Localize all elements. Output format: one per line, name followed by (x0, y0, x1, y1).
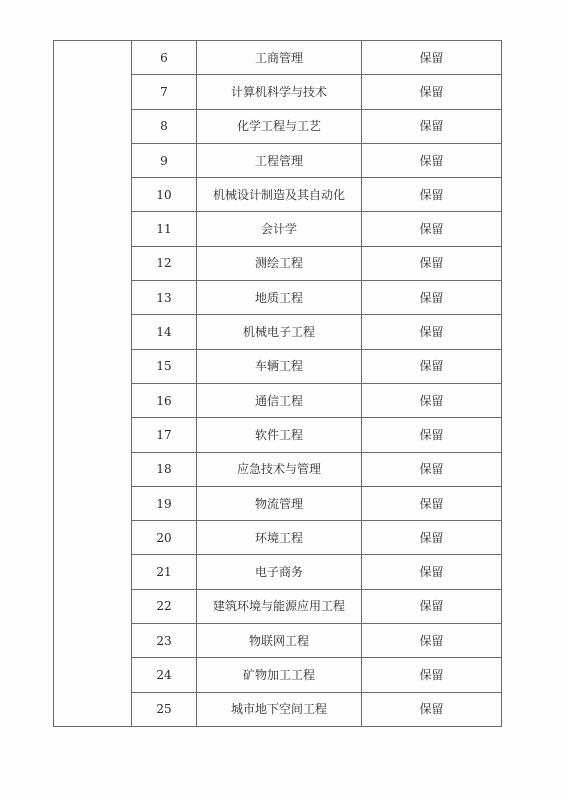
status-text: 保留 (419, 633, 444, 648)
status-text-cell (362, 41, 502, 75)
major-name: 软件工程 (254, 427, 303, 442)
row-number: 17 (156, 427, 172, 442)
major-name-cell (197, 349, 362, 383)
status-text: 保留 (419, 256, 444, 271)
status-text-cell (362, 589, 502, 623)
status-text: 保留 (419, 84, 444, 99)
row-number-cell (132, 75, 197, 109)
status-text: 保留 (419, 565, 444, 580)
major-name-cell (197, 692, 362, 726)
row-number: 12 (156, 256, 172, 271)
row-number-cell (132, 178, 197, 212)
status-text-cell (362, 452, 502, 486)
major-name-cell (197, 178, 362, 212)
status-text-cell (362, 75, 502, 109)
row-number: 6 (160, 50, 168, 65)
major-name-cell (197, 589, 362, 623)
major-name: 计算机科学与技术 (230, 84, 327, 99)
status-text-cell (362, 624, 502, 658)
major-name: 工商管理 (254, 50, 303, 65)
status-text: 保留 (419, 222, 444, 237)
row-number: 7 (160, 84, 168, 99)
row-number: 10 (156, 187, 172, 202)
major-name: 环境工程 (254, 530, 303, 545)
status-text: 保留 (419, 187, 444, 202)
status-text-cell (362, 178, 502, 212)
row-number-cell (132, 692, 197, 726)
row-number: 15 (156, 359, 172, 374)
status-text: 保留 (419, 359, 444, 374)
major-name-cell (197, 246, 362, 280)
group-cell (54, 41, 132, 727)
status-text: 保留 (419, 119, 444, 134)
status-text-cell (362, 109, 502, 143)
status-text: 保留 (419, 667, 444, 682)
status-text: 保留 (419, 530, 444, 545)
row-number: 16 (156, 393, 172, 408)
status-text-cell (362, 555, 502, 589)
row-number-cell (132, 281, 197, 315)
row-number: 13 (156, 290, 172, 305)
major-name-cell (197, 486, 362, 520)
status-text: 保留 (419, 290, 444, 305)
row-number: 19 (156, 496, 172, 511)
row-number-cell (132, 212, 197, 246)
row-number-cell (132, 41, 197, 75)
status-text-cell (362, 143, 502, 177)
row-number-cell (132, 452, 197, 486)
row-number-cell (132, 143, 197, 177)
row-number-cell (132, 624, 197, 658)
row-number-cell (132, 109, 197, 143)
status-text-cell (362, 349, 502, 383)
status-text-cell (362, 418, 502, 452)
table-row (54, 41, 502, 75)
row-number: 22 (156, 599, 172, 614)
row-number-cell (132, 349, 197, 383)
row-number-cell (132, 521, 197, 555)
row-number: 23 (156, 633, 172, 648)
major-name: 应急技术与管理 (236, 462, 321, 477)
status-text-cell (362, 658, 502, 692)
status-text: 保留 (419, 599, 444, 614)
status-text-cell (362, 486, 502, 520)
major-name: 矿物加工工程 (242, 667, 315, 682)
major-name: 化学工程与工艺 (236, 119, 321, 134)
status-text: 保留 (419, 427, 444, 442)
row-number-cell (132, 555, 197, 589)
major-name-cell (197, 624, 362, 658)
status-text: 保留 (419, 50, 444, 65)
row-number-cell (132, 246, 197, 280)
row-number: 9 (160, 153, 168, 168)
major-name-cell (197, 212, 362, 246)
major-name-cell (197, 452, 362, 486)
majors-table-body (54, 41, 502, 727)
row-number-cell (132, 486, 197, 520)
major-name-cell (197, 418, 362, 452)
row-number: 21 (156, 565, 172, 580)
status-text-cell (362, 212, 502, 246)
major-name: 测绘工程 (254, 256, 303, 271)
status-text: 保留 (419, 153, 444, 168)
major-name-cell (197, 383, 362, 417)
major-name: 物联网工程 (248, 633, 309, 648)
major-name: 通信工程 (254, 393, 303, 408)
row-number-cell (132, 418, 197, 452)
row-number: 14 (156, 325, 172, 340)
major-name: 车辆工程 (254, 359, 303, 374)
major-name: 机械电子工程 (242, 325, 315, 340)
status-text-cell (362, 246, 502, 280)
major-name-cell (197, 315, 362, 349)
status-text: 保留 (419, 325, 444, 340)
major-name-cell (197, 41, 362, 75)
major-name: 物流管理 (254, 496, 303, 511)
major-name: 机械设计制造及其自动化 (212, 187, 345, 202)
major-name-cell (197, 521, 362, 555)
status-text-cell (362, 281, 502, 315)
major-name-cell (197, 281, 362, 315)
major-name: 建筑环境与能源应用工程 (212, 599, 345, 614)
major-name: 电子商务 (254, 565, 303, 580)
row-number-cell (132, 383, 197, 417)
row-number-cell (132, 589, 197, 623)
row-number: 24 (156, 667, 172, 682)
status-text: 保留 (419, 393, 444, 408)
status-text-cell (362, 383, 502, 417)
status-text: 保留 (419, 496, 444, 511)
major-name: 城市地下空间工程 (230, 702, 327, 717)
row-number: 8 (160, 119, 168, 134)
major-name: 地质工程 (254, 290, 303, 305)
major-name-cell (197, 143, 362, 177)
major-name-cell (197, 658, 362, 692)
major-name-cell (197, 109, 362, 143)
row-number: 20 (156, 530, 172, 545)
major-name-cell (197, 75, 362, 109)
row-number: 11 (156, 222, 172, 237)
majors-table (53, 40, 502, 727)
row-number-cell (132, 658, 197, 692)
major-name: 会计学 (260, 222, 297, 237)
status-text: 保留 (419, 702, 444, 717)
status-text-cell (362, 692, 502, 726)
status-text-cell (362, 521, 502, 555)
major-name: 工程管理 (254, 153, 303, 168)
status-text-cell (362, 315, 502, 349)
row-number-cell (132, 315, 197, 349)
major-name-cell (197, 555, 362, 589)
status-text: 保留 (419, 462, 444, 477)
row-number: 25 (156, 702, 172, 717)
row-number: 18 (156, 462, 172, 477)
